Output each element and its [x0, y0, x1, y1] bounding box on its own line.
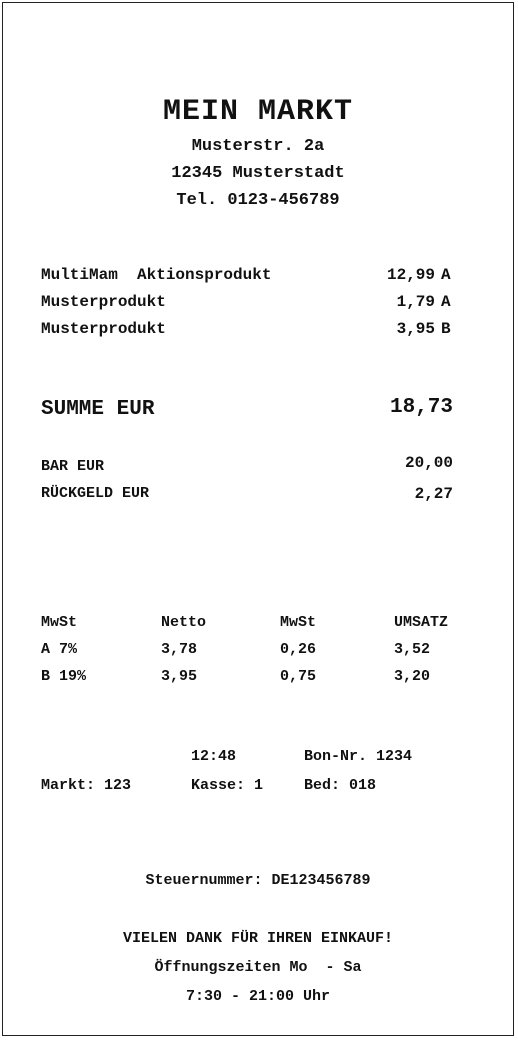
sum-label: SUMME EUR: [41, 398, 155, 421]
opening-hours: 7:30 - 21:00 Uhr: [185, 988, 331, 1005]
sum-value: 18,73: [389, 396, 453, 419]
item-name: Musterprodukt: [41, 293, 166, 311]
item-tax-code: B: [441, 320, 451, 338]
tax-cell: 0,75: [280, 668, 317, 685]
item-price: 3,95: [396, 320, 435, 338]
store-city: 12345 Musterstadt: [171, 164, 345, 183]
change-label: RÜCKGELD EUR: [41, 485, 150, 502]
tax-number: Steuernummer: DE123456789: [145, 872, 371, 889]
tax-cell: 3,52: [394, 641, 431, 658]
tax-cell: 3,95: [161, 668, 198, 685]
register-number: Kasse: 1: [191, 777, 264, 794]
store-street: Musterstr. 2a: [191, 137, 325, 156]
bon-number: Bon-Nr. 1234: [304, 748, 413, 765]
market-number: Markt: 123: [41, 777, 132, 794]
cash-value: 20,00: [404, 454, 453, 472]
change-value: 2,27: [414, 485, 453, 503]
tax-cell: 0,26: [280, 641, 317, 658]
tax-cell: 3,20: [394, 668, 431, 685]
receipt-time: 12:48: [191, 748, 237, 765]
item-price: 1,79: [396, 293, 435, 311]
item-tax-code: A: [441, 266, 451, 284]
thank-you-message: VIELEN DANK FÜR IHREN EINKAUF!: [122, 930, 394, 947]
receipt: [2, 2, 514, 1036]
item-name: Musterprodukt: [41, 320, 166, 338]
store-name: MEIN MARKT: [162, 95, 354, 129]
item-name: MultiMam Aktionsprodukt: [41, 266, 272, 284]
item-price: 12,99: [386, 266, 435, 284]
tax-header: UMSATZ: [394, 614, 449, 631]
operator-number: Bed: 018: [304, 777, 377, 794]
tax-header: Netto: [161, 614, 207, 631]
tax-header: MwSt: [41, 614, 78, 631]
store-phone: Tel. 0123-456789: [176, 191, 340, 210]
tax-cell: B 19%: [41, 668, 87, 685]
item-tax-code: A: [441, 293, 451, 311]
tax-cell: 3,78: [161, 641, 198, 658]
opening-hours-label: Öffnungszeiten Mo - Sa: [154, 959, 362, 976]
tax-cell: A 7%: [41, 641, 78, 658]
cash-label: BAR EUR: [41, 458, 105, 475]
tax-header: MwSt: [280, 614, 317, 631]
